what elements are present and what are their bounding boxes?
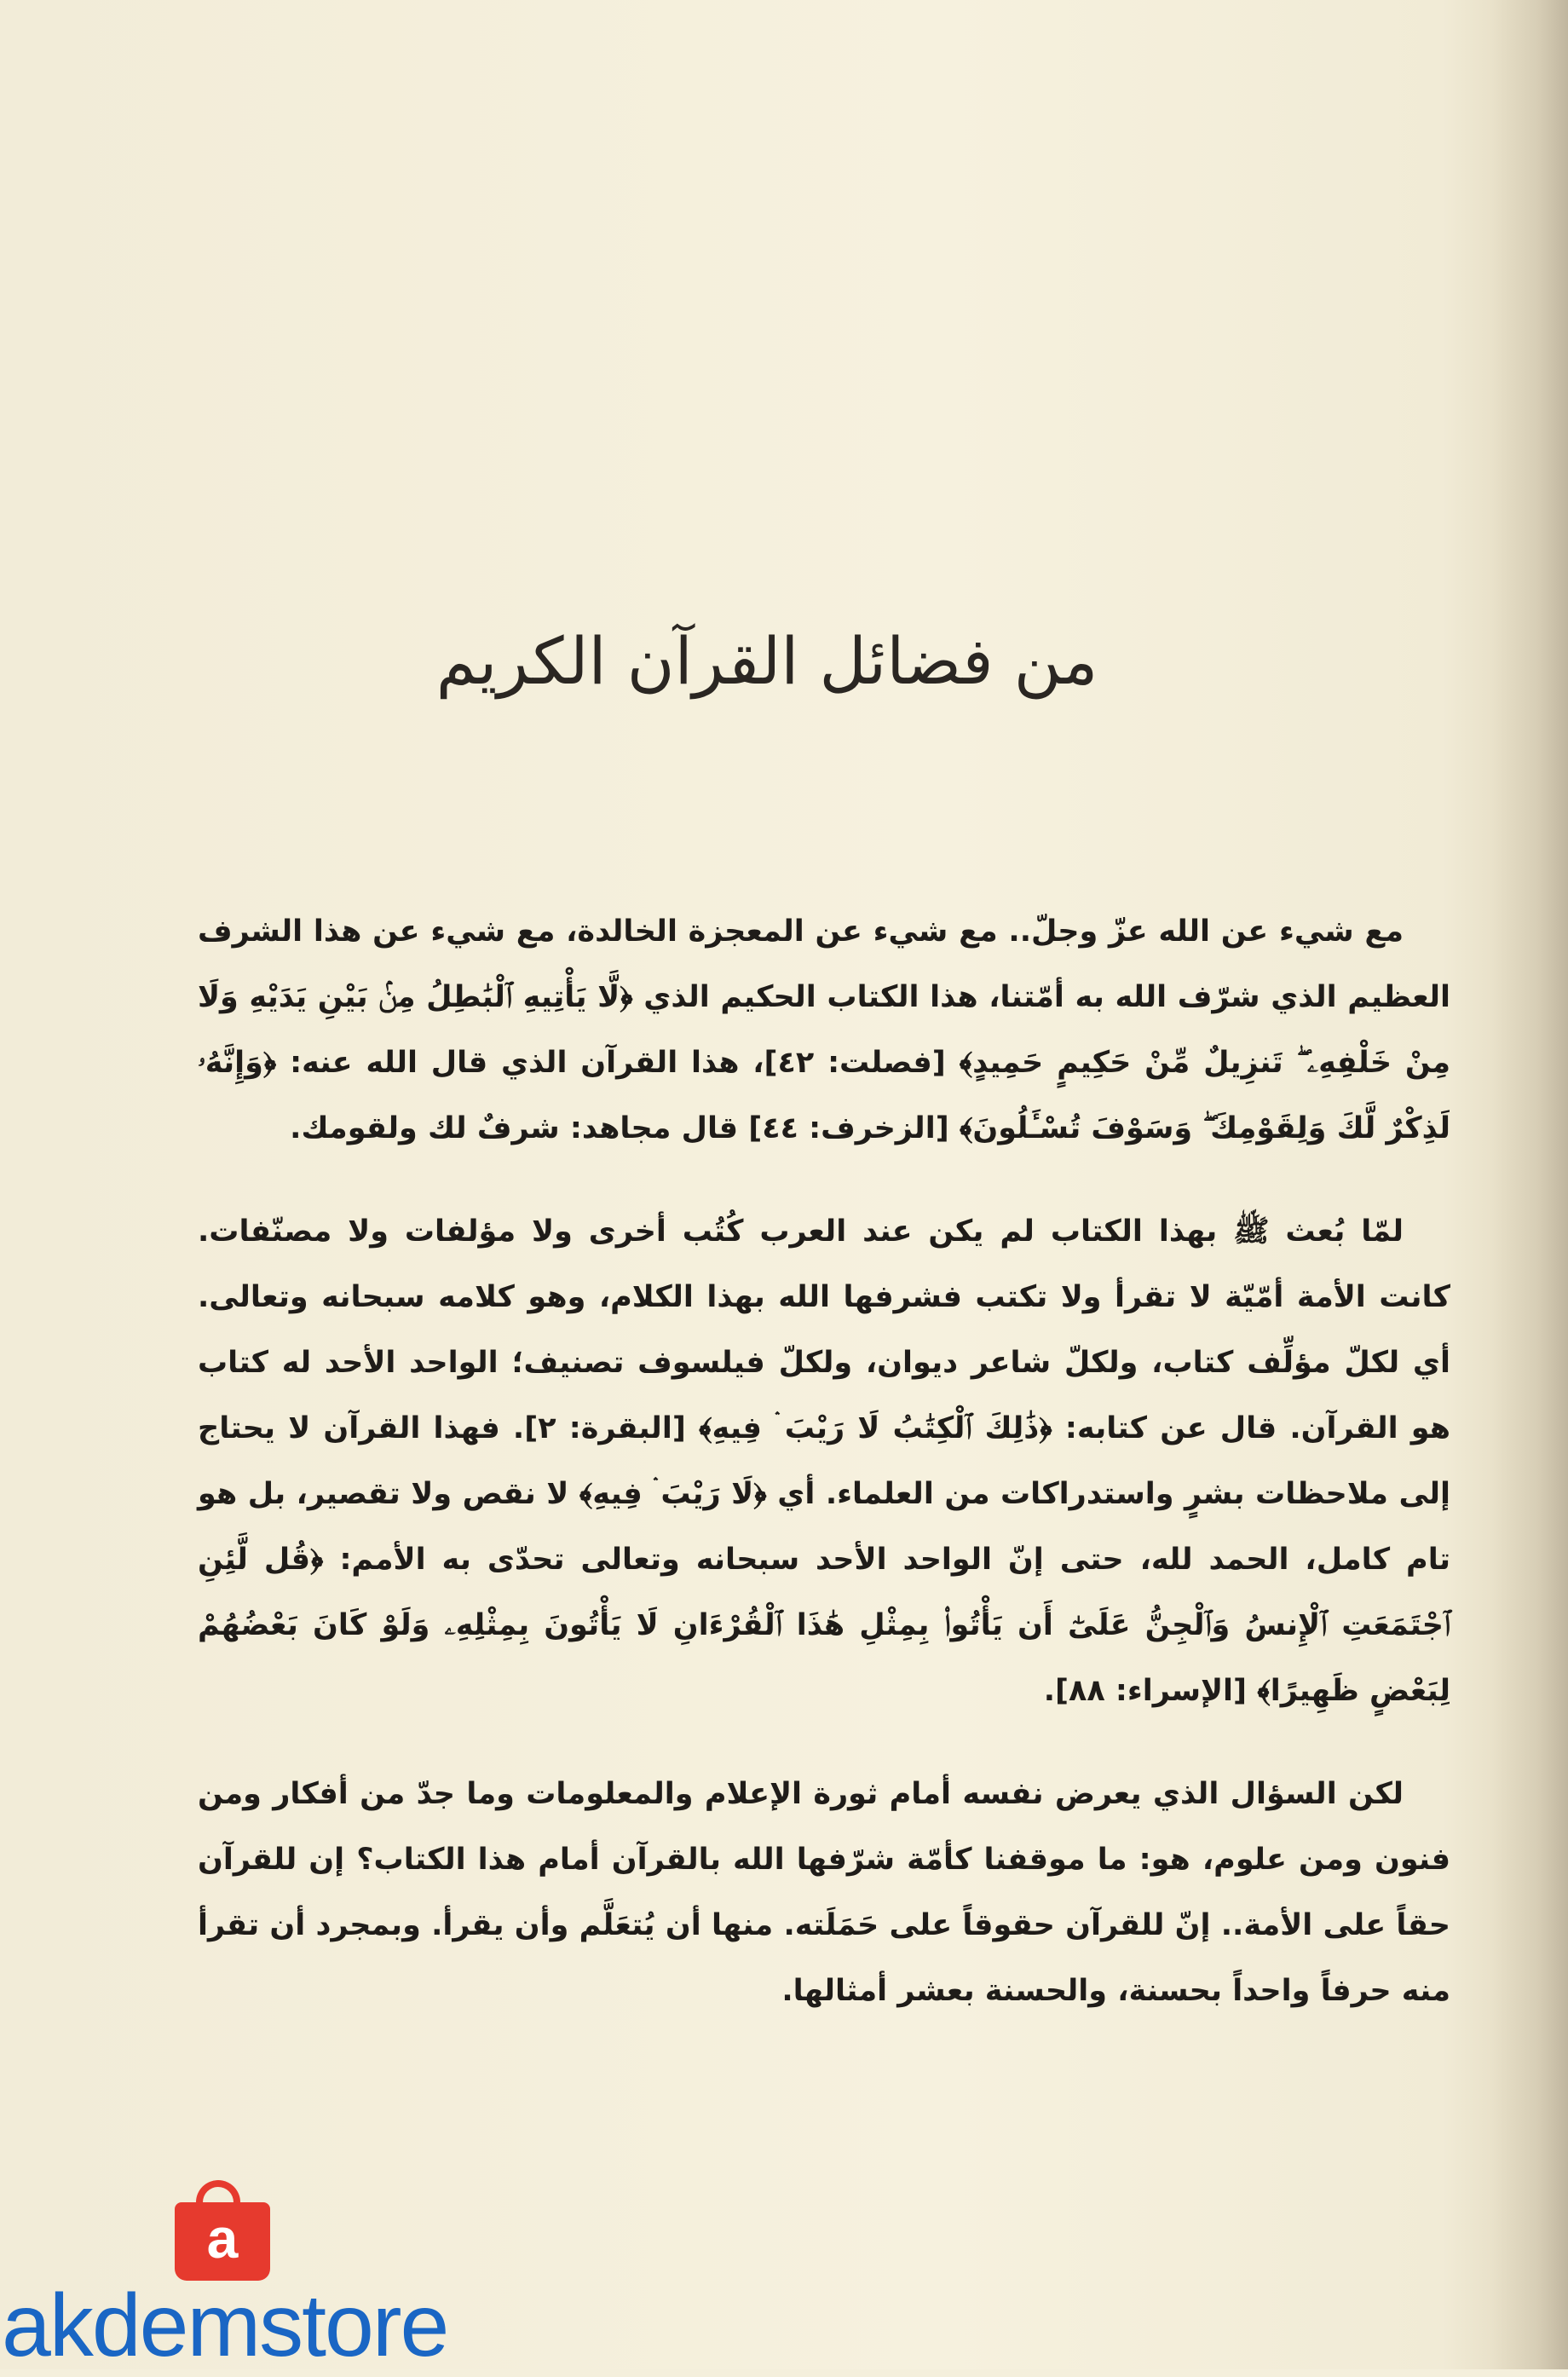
logo-wordmark: akdemstore xyxy=(2,2276,448,2375)
paragraph-2: لمّا بُعث ﷺ بهذا الكتاب لم يكن عند العرب كُتُب أخرى ولا مؤلفات ولا مصنّفات. كانت الأمة أمّيّة لا تقرأ ولا تكتب فشرفها الله بهذا الكلام، وهو كلامه سبحانه وتعالى. أي لكلّ مؤلِّف كتاب، ولكلّ شاعر ديوان، ولكلّ فيلسوف تصنيف؛ الواحد الأحد له كتاب هو القرآن. قال عن كتابه: ﴿ذَٰلِكَ ٱلْكِتَٰبُ لَا رَيْبَ ۛ فِيهِ﴾ [البقرة: ٢]. فهذا القرآن لا يحتاج إلى ملاحظات بشرٍ واستدراكات من العلماء. أي ﴿لَا رَيْبَ ۛ فِيهِ﴾ لا نقص ولا تقصير، بل هو تام كامل، الحمد لله، حتى إنّ الواحد الأحد سبحانه وتعالى تحدّى به الأمم: ﴿قُل لَّئِنِ ٱجْتَمَعَتِ ٱلْإِنسُ وَٱلْجِنُّ عَلَىٰٓ أَن يَأْتُوا۟ بِمِثْلِ هَٰذَا ٱلْقُرْءَانِ لَا يَأْتُونَ بِمِثْلِهِۦ وَلَوْ كَانَ بَعْضُهُمْ لِبَعْضٍ ظَهِيرًا﴾ [الإسراء: ٨٨]. xyxy=(198,1214,1450,1708)
paragraph-3: لكن السؤال الذي يعرض نفسه أمام ثورة الإعلام والمعلومات وما جدّ من أفكار ومن فنون ومن علوم، هو: ما موقفنا كأمّة شرّفها الله بالقرآن أمام هذا الكتاب؟ إن للقرآن حقاً على الأمة.. إنّ للقرآن حقوقاً على حَمَلَته. منها أن يُتعَلَّم وأن يقرأ. وبمجرد أن تقرأ منه حرفاً واحداً بحسنة، والحسنة بعشر أمثالها. xyxy=(198,1777,1450,2008)
paragraph-1: مع شيء عن الله عزّ وجلّ.. مع شيء عن المعجزة الخالدة، مع شيء عن هذا الشرف العظيم الذي شرّف الله به أمّتنا، هذا الكتاب الحكيم الذي ﴿لَّا يَأْتِيهِ ٱلْبَٰطِلُ مِنۢ بَيْنِ يَدَيْهِ وَلَا مِنْ خَلْفِهِۦ ۖ تَنزِيلٌ مِّنْ حَكِيمٍ حَمِيدٍ﴾ [فصلت: ٤٢]، هذا القرآن الذي قال الله عنه: ﴿وَإِنَّهُۥ لَذِكْرٌ لَّكَ وَلِقَوْمِكَ ۖ وَسَوْفَ تُسْـَٔلُونَ﴾ [الزخرف: ٤٤] قال مجاهد: شرفٌ لك ولقومك. xyxy=(198,914,1451,1145)
store-logo xyxy=(0,2190,477,2375)
chapter-title: من فضائل القرآن الكريم xyxy=(435,622,1098,699)
page-body xyxy=(198,899,1450,2062)
logo-badge-letter: a xyxy=(206,2207,239,2270)
page-spine-shadow xyxy=(1491,0,1568,2369)
